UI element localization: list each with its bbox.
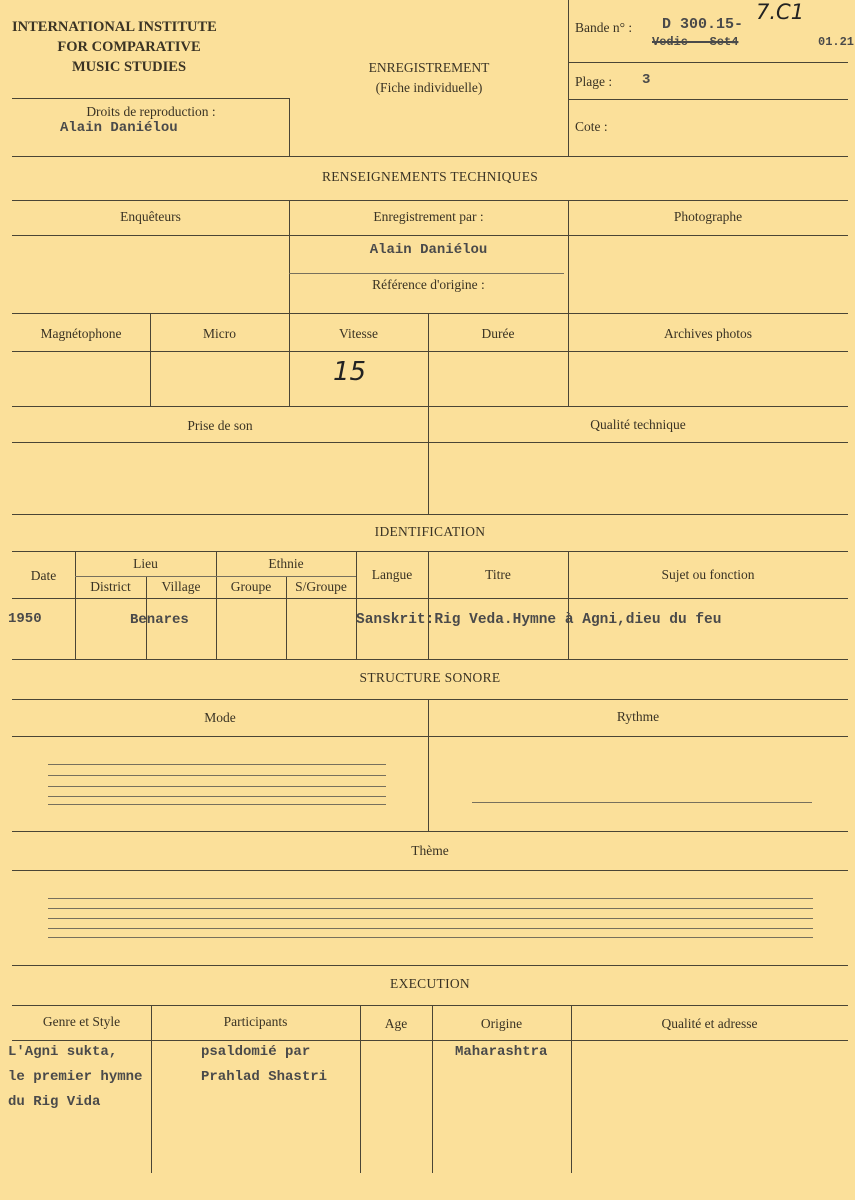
district-label: District: [90, 579, 131, 594]
participants-line-1: psaldomié par: [201, 1044, 311, 1060]
groupe-label: Groupe: [230, 579, 272, 594]
reference-label: Référence d'origine :: [372, 277, 485, 292]
sujet-label: Sujet ou fonction: [661, 567, 755, 582]
bande-edge: 01.21: [818, 35, 855, 49]
plage-value: 3: [642, 72, 651, 88]
institute-line-3: MUSIC STUDIES: [71, 59, 187, 75]
sgroupe-label: S/Groupe: [295, 579, 347, 594]
plage-label: Plage :: [575, 74, 613, 89]
form-subtitle: (Fiche individuelle): [375, 80, 483, 95]
bande-handwritten: 7.C1: [756, 0, 805, 24]
lieu-label: Lieu: [133, 556, 158, 571]
technical-section-title: RENSEIGNEMENTS TECHNIQUES: [321, 169, 539, 184]
vitesse-value: 15: [333, 357, 367, 387]
structure-section-title: STRUCTURE SONORE: [359, 670, 501, 685]
langue-label: Langue: [371, 567, 413, 582]
genre-line-1: L'Agni sukta,: [8, 1044, 118, 1060]
execution-section-title: EXECUTION: [390, 976, 470, 991]
rythme-label: Rythme: [616, 709, 660, 724]
identification-section-title: IDENTIFICATION: [374, 524, 486, 539]
micro-label: Micro: [203, 326, 236, 341]
titre-label: Titre: [485, 567, 511, 582]
bande-struck: Vedic - Set4: [652, 35, 739, 49]
theme-label: Thème: [411, 843, 449, 858]
genre-style-label: Genre et Style: [42, 1014, 121, 1029]
vitesse-label: Vitesse: [339, 326, 378, 341]
qualite-adresse-label: Qualité et adresse: [661, 1016, 758, 1031]
bande-label: Bande n° :: [575, 20, 633, 35]
rights-value: Alain Daniélou: [60, 120, 178, 136]
origine-label: Origine: [480, 1016, 523, 1031]
prise-de-son-label: Prise de son: [187, 418, 253, 433]
enqueteurs-label: Enquêteurs: [120, 209, 181, 224]
bande-value: D 300.15-: [662, 16, 744, 33]
lieu-value: Benares: [130, 612, 189, 628]
archives-photos-label: Archives photos: [663, 326, 753, 341]
date-value: 1950: [8, 611, 42, 627]
participants-line-2: Prahlad Shastri: [201, 1069, 328, 1085]
genre-line-2: le premier hymne: [8, 1069, 143, 1085]
form-title: ENREGISTREMENT: [368, 60, 490, 75]
enregistrement-par-label: Enregistrement par :: [373, 209, 484, 224]
genre-line-3: du Rig Vida: [8, 1094, 101, 1110]
rights-label: Droits de reproduction :: [86, 104, 216, 119]
mode-label: Mode: [204, 710, 236, 725]
village-label: Village: [161, 579, 201, 594]
identification-typed-line: Sanskrit:Rig Veda.Hymne à Agni,dieu du feu: [356, 612, 722, 628]
institute-line-2: FOR COMPARATIVE: [57, 39, 201, 55]
ethnie-label: Ethnie: [268, 556, 304, 571]
enregistrement-par-value: Alain Daniélou: [369, 242, 488, 258]
photographe-label: Photographe: [673, 209, 743, 224]
age-label: Age: [384, 1016, 408, 1031]
qualite-technique-label: Qualité technique: [590, 417, 686, 432]
origine-value: Maharashtra: [455, 1044, 548, 1060]
magnetophone-label: Magnétophone: [40, 326, 122, 341]
cote-label: Cote :: [575, 119, 608, 134]
date-label: Date: [30, 568, 57, 583]
duree-label: Durée: [481, 326, 515, 341]
participants-label: Participants: [223, 1014, 288, 1029]
institute-line-1: INTERNATIONAL INSTITUTE: [12, 19, 217, 35]
